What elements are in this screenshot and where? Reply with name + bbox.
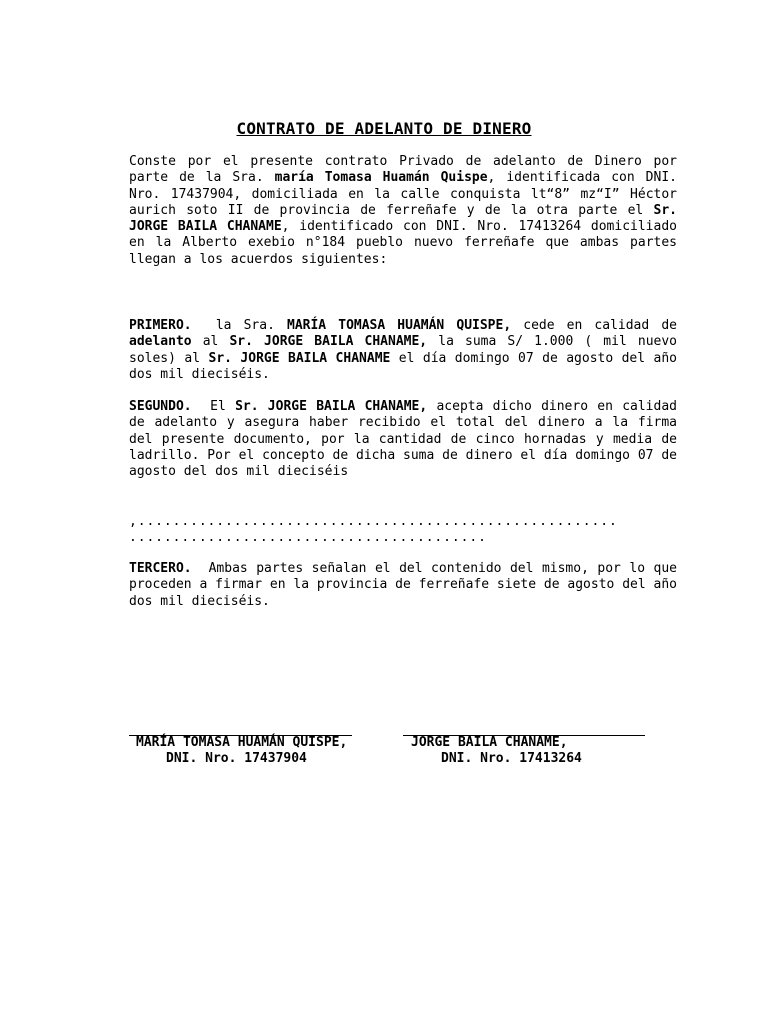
primero-text-2: cede en calidad de	[511, 318, 677, 333]
primero-bold-4: Sr. JORGE BAILA CHANAME	[208, 350, 391, 366]
signature-dni-jorge: DNI. Nro. 17413264	[441, 751, 582, 766]
dotted-line-2: .........................................	[129, 530, 487, 546]
primero-bold-3: Sr. JORGE BAILA CHANAME,	[229, 334, 428, 350]
clause-segundo	[129, 399, 677, 480]
signature-dni-maria: DNI. Nro. 17437904	[166, 751, 307, 766]
segundo-text-1: El	[191, 399, 236, 414]
dotted-line-1: ,.......................................................	[129, 514, 618, 529]
dotted-filler	[129, 514, 677, 547]
clause-tercero	[129, 561, 685, 610]
signature-name-jorge: JORGE BAILA CHANAME,	[411, 735, 568, 750]
document-title: CONTRATO DE ADELANTO DE DINERO	[236, 119, 532, 138]
intro-text-1: Conste por el presente contrato Privado de adelanto de Dinero por parte de la Sra.	[129, 154, 677, 186]
primero-text-1: la Sra.	[191, 318, 287, 333]
intro-paragraph	[129, 154, 677, 268]
clause-segundo-label: SEGUNDO.	[129, 399, 192, 414]
intro-text-2: , identificada con DNI. Nro. 17437904, domiciliada en la calle conquista lt“8” mz“I” Héctor aurich soto II de provincia de ferreñafe y de la otra parte el	[129, 170, 677, 218]
clause-primero	[129, 318, 677, 383]
primero-bold-1: MARÍA TOMASA HUAMÁN QUISPE,	[287, 318, 512, 333]
primero-text-4: la suma S/ 1.000 ( mil nuevo soles) al	[129, 334, 678, 366]
clause-primero-label: PRIMERO.	[129, 318, 192, 333]
signature-name-maria: MARÍA TOMASA HUAMÁN QUISPE,	[136, 735, 348, 750]
intro-name-maria: maría Tomasa Huamán Quispe	[274, 170, 488, 186]
intro-text-3: , identificado con DNI. Nro. 17413264 domiciliado en la Alberto exebio n°184 pueblo nuevo ferreñafe que ambas partes llegan a los acuerdos siguientes:	[129, 219, 677, 267]
primero-bold-2: adelanto	[129, 334, 192, 350]
segundo-text-2: acepta dicho dinero en calidad de adelanto y asegura haber recibido el total del dinero a la firma del presente documento, por la cantidad de cinco hornadas y media de ladrillo. Por el concepto de dicha suma de dinero el día domingo 07 de agosto del dos mil dieciséis	[129, 399, 677, 480]
primero-text-3: al	[191, 334, 230, 350]
intro-name-jorge: Sr. JORGE BAILA CHANAME	[129, 202, 677, 235]
tercero-text-1: Ambas partes señalan el del contenido del mismo, por lo que proceden a firmar en la provincia de ferreñafe siete de agosto del año dos mil dieciséis.	[129, 561, 685, 609]
segundo-bold-1: Sr. JORGE BAILA CHANAME,	[235, 399, 428, 414]
primero-text-5: el día domingo 07 de agosto del año dos mil dieciséis.	[129, 350, 678, 382]
clause-tercero-label: TERCERO.	[129, 561, 192, 576]
